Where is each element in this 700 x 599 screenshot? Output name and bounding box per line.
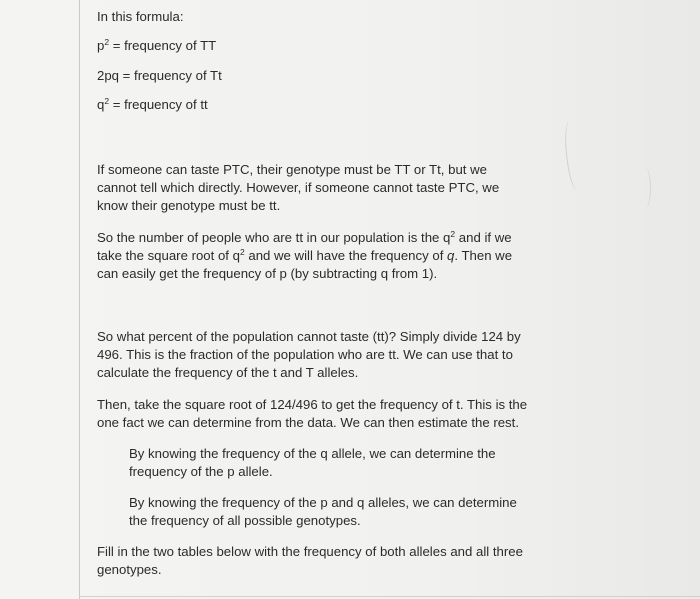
paragraph-fill-tables: Fill in the two tables below with the frequency of both alleles and all three genotypes.	[97, 544, 523, 577]
paragraph-take-root: Then, take the square root of 124/496 to get the frequency of t. This is the one fact we can determine from the data. We can then estimate the rest.	[97, 397, 528, 430]
formula-q-squared: $q^2$ = frequency of tt	[97, 96, 208, 112]
pencil-mark	[640, 168, 651, 208]
paragraph-percent: So what percent of the population cannot taste (tt)? Simply divide 124 by 496. This is the fraction of the population who are tt. We can use that to calculate the frequency of the t and T alleles.	[97, 329, 521, 380]
paragraph-square-root: So the number of people who are tt in our population is the $q^2$ and if we take the square root of $q^2$ and we will have the frequency of q. Then we can easily get the frequency of p (by subtracting q from 1).	[97, 229, 513, 281]
bullet-q-allele: By knowing the frequency of the q allele, we can determine the frequency of the p allele.	[129, 446, 496, 479]
pencil-mark	[561, 119, 586, 190]
page-bottom-edge	[79, 596, 700, 597]
bullet-genotypes: By knowing the frequency of the p and q alleles, we can determine the frequency of all possible genotypes.	[129, 495, 517, 528]
intro-text: In this formula:	[97, 9, 184, 24]
formula-2pq: 2pq = frequency of Tt	[97, 68, 222, 83]
page-left-edge	[79, 0, 80, 599]
formula-p-squared: $p^2$ = frequency of TT	[97, 37, 217, 53]
paragraph-taste-ptc: If someone can taste PTC, their genotype must be TT or Tt, but we cannot tell which directly. However, if someone cannot taste PTC, we know their genotype must be tt.	[97, 162, 500, 213]
